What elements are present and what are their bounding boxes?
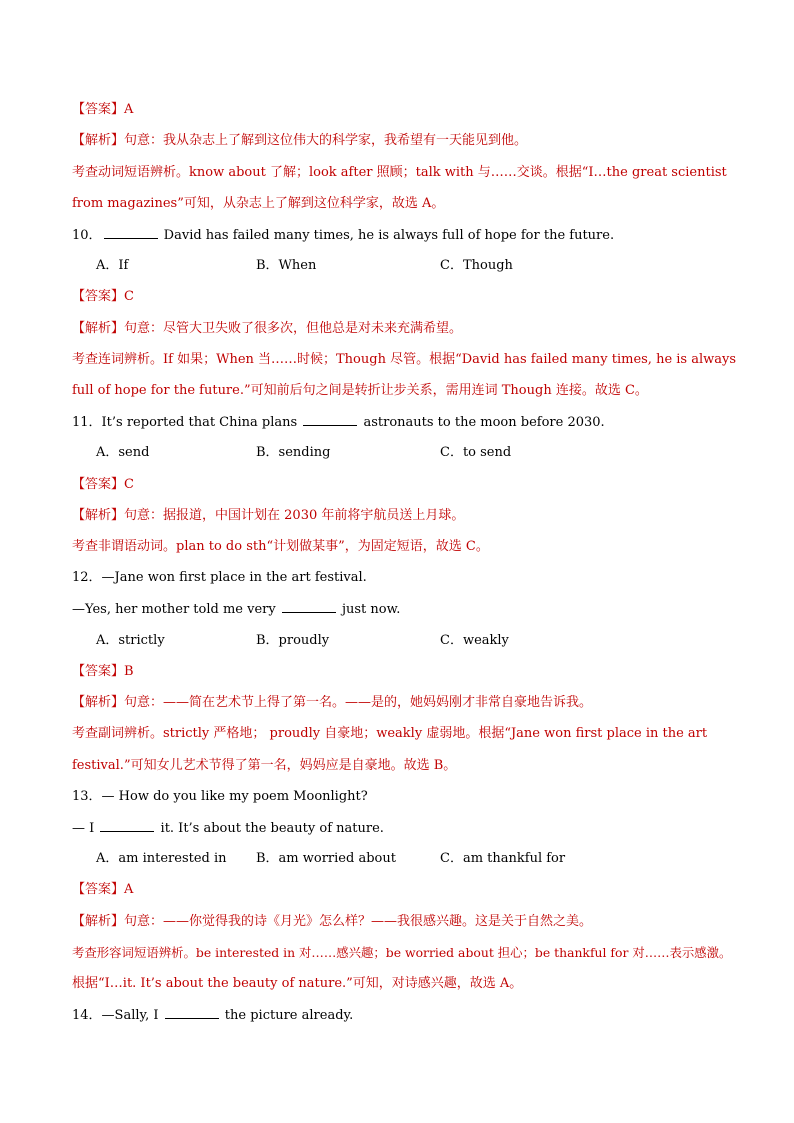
- question-12-reply: —Yes, her mother told me very just now.: [72, 602, 401, 617]
- question-12: 12．—Jane won first place in the art festival.: [72, 570, 367, 585]
- option-11-c: C．to send: [440, 445, 512, 460]
- analysis-tag: 【解析】: [72, 133, 125, 148]
- answer-blank: [303, 414, 357, 426]
- answer-blank: [282, 601, 336, 613]
- analysis-line-9: [72, 133, 527, 149]
- answer-blank: [100, 820, 154, 832]
- question-13: 13．— How do you like my poem Moonlight?: [72, 789, 368, 804]
- answer-line-10: 【答案】C: [72, 289, 134, 304]
- answer-value: A: [124, 102, 134, 117]
- question-13-reply: — I it. It’s about the beauty of nature.: [72, 821, 384, 836]
- question-14: 14．—Sally, I the picture already.: [72, 1008, 354, 1023]
- option-10-a: A．If: [96, 258, 129, 273]
- detail-line-9a: 考查动词短语辨析。know about 了解；look after 照顾；talk with 与……交谈。根据“I…the great scientist: [72, 165, 727, 180]
- detail-line-9b: from magazines”可知，从杂志上了解到这位科学家，故选 A。: [72, 196, 445, 211]
- answer-line-12: 【答案】B: [72, 664, 134, 679]
- option-13-c: C．am thankful for: [440, 851, 566, 866]
- analysis-line-12: 【解析】句意：——简在艺术节上得了第一名。——是的，她妈妈刚才非常自豪地告诉我。: [72, 695, 593, 710]
- question-10: 10． David has failed many times, he is always full of hope for the future.: [72, 228, 615, 243]
- detail-line-10a: 考查连词辨析。If 如果；When 当……时候；Though 尽管。根据“David has failed many times, he is always: [72, 352, 737, 367]
- detail-line-12a: 考查副词辨析。strictly 严格地； proudly 自豪地；weakly 虚弱地。根据“Jane won first place in the art: [72, 726, 708, 741]
- detail-line-13b: 根据“I…it. It’s about the beauty of nature.”可知，对诗感兴趣，故选 A。: [72, 976, 523, 991]
- analysis-line-11: 【解析】句意：据报道，中国计划在 2030 年前将宇航员送上月球。: [72, 508, 465, 523]
- option-10-c: C．Though: [440, 258, 513, 273]
- detail-line-10b: full of hope for the future.”可知前后句之间是转折让步关系，需用连词 Though 连接。故选 C。: [72, 383, 648, 398]
- answer-line-9: [72, 102, 133, 118]
- option-12-c: C．weakly: [440, 633, 509, 648]
- detail-line-11a: 考查非谓语动词。plan to do sth“计划做某事”，为固定短语，故选 C。: [72, 539, 489, 554]
- option-12-a: A．strictly: [96, 633, 165, 648]
- answer-line-11: 【答案】C: [72, 477, 134, 492]
- option-11-a: A．send: [96, 445, 150, 460]
- analysis-line-13: 【解析】句意：——你觉得我的诗《月光》怎么样？——我很感兴趣。这是关于自然之美。: [72, 914, 593, 929]
- detail-line-13a: 考查形容词短语辨析。be interested in 对……感兴趣；be worried about 担心；be thankful for 对……表示感激。: [72, 945, 732, 960]
- analysis-line-10: 【解析】句意：尽管大卫失败了很多次，但他总是对未来充满希望。: [72, 321, 463, 336]
- answer-line-13: 【答案】A: [72, 882, 134, 897]
- question-11: 11．It’s reported that China plans astronauts to the moon before 2030.: [72, 415, 605, 430]
- option-11-b: B．sending: [256, 445, 331, 460]
- option-13-b: B．am worried about: [256, 851, 396, 866]
- option-10-b: B．When: [256, 258, 317, 273]
- answer-tag: 【答案】: [72, 102, 125, 117]
- analysis-text: 句意：我从杂志上了解到这位伟大的科学家，我希望有一天能见到他。: [124, 133, 528, 148]
- answer-blank: [104, 227, 158, 239]
- option-13-a: A．am interested in: [96, 851, 227, 866]
- answer-blank: [165, 1007, 219, 1019]
- detail-line-12b: festival.”可知女儿艺术节得了第一名，妈妈应是自豪地。故选 B。: [72, 758, 457, 773]
- option-12-b: B．proudly: [256, 633, 330, 648]
